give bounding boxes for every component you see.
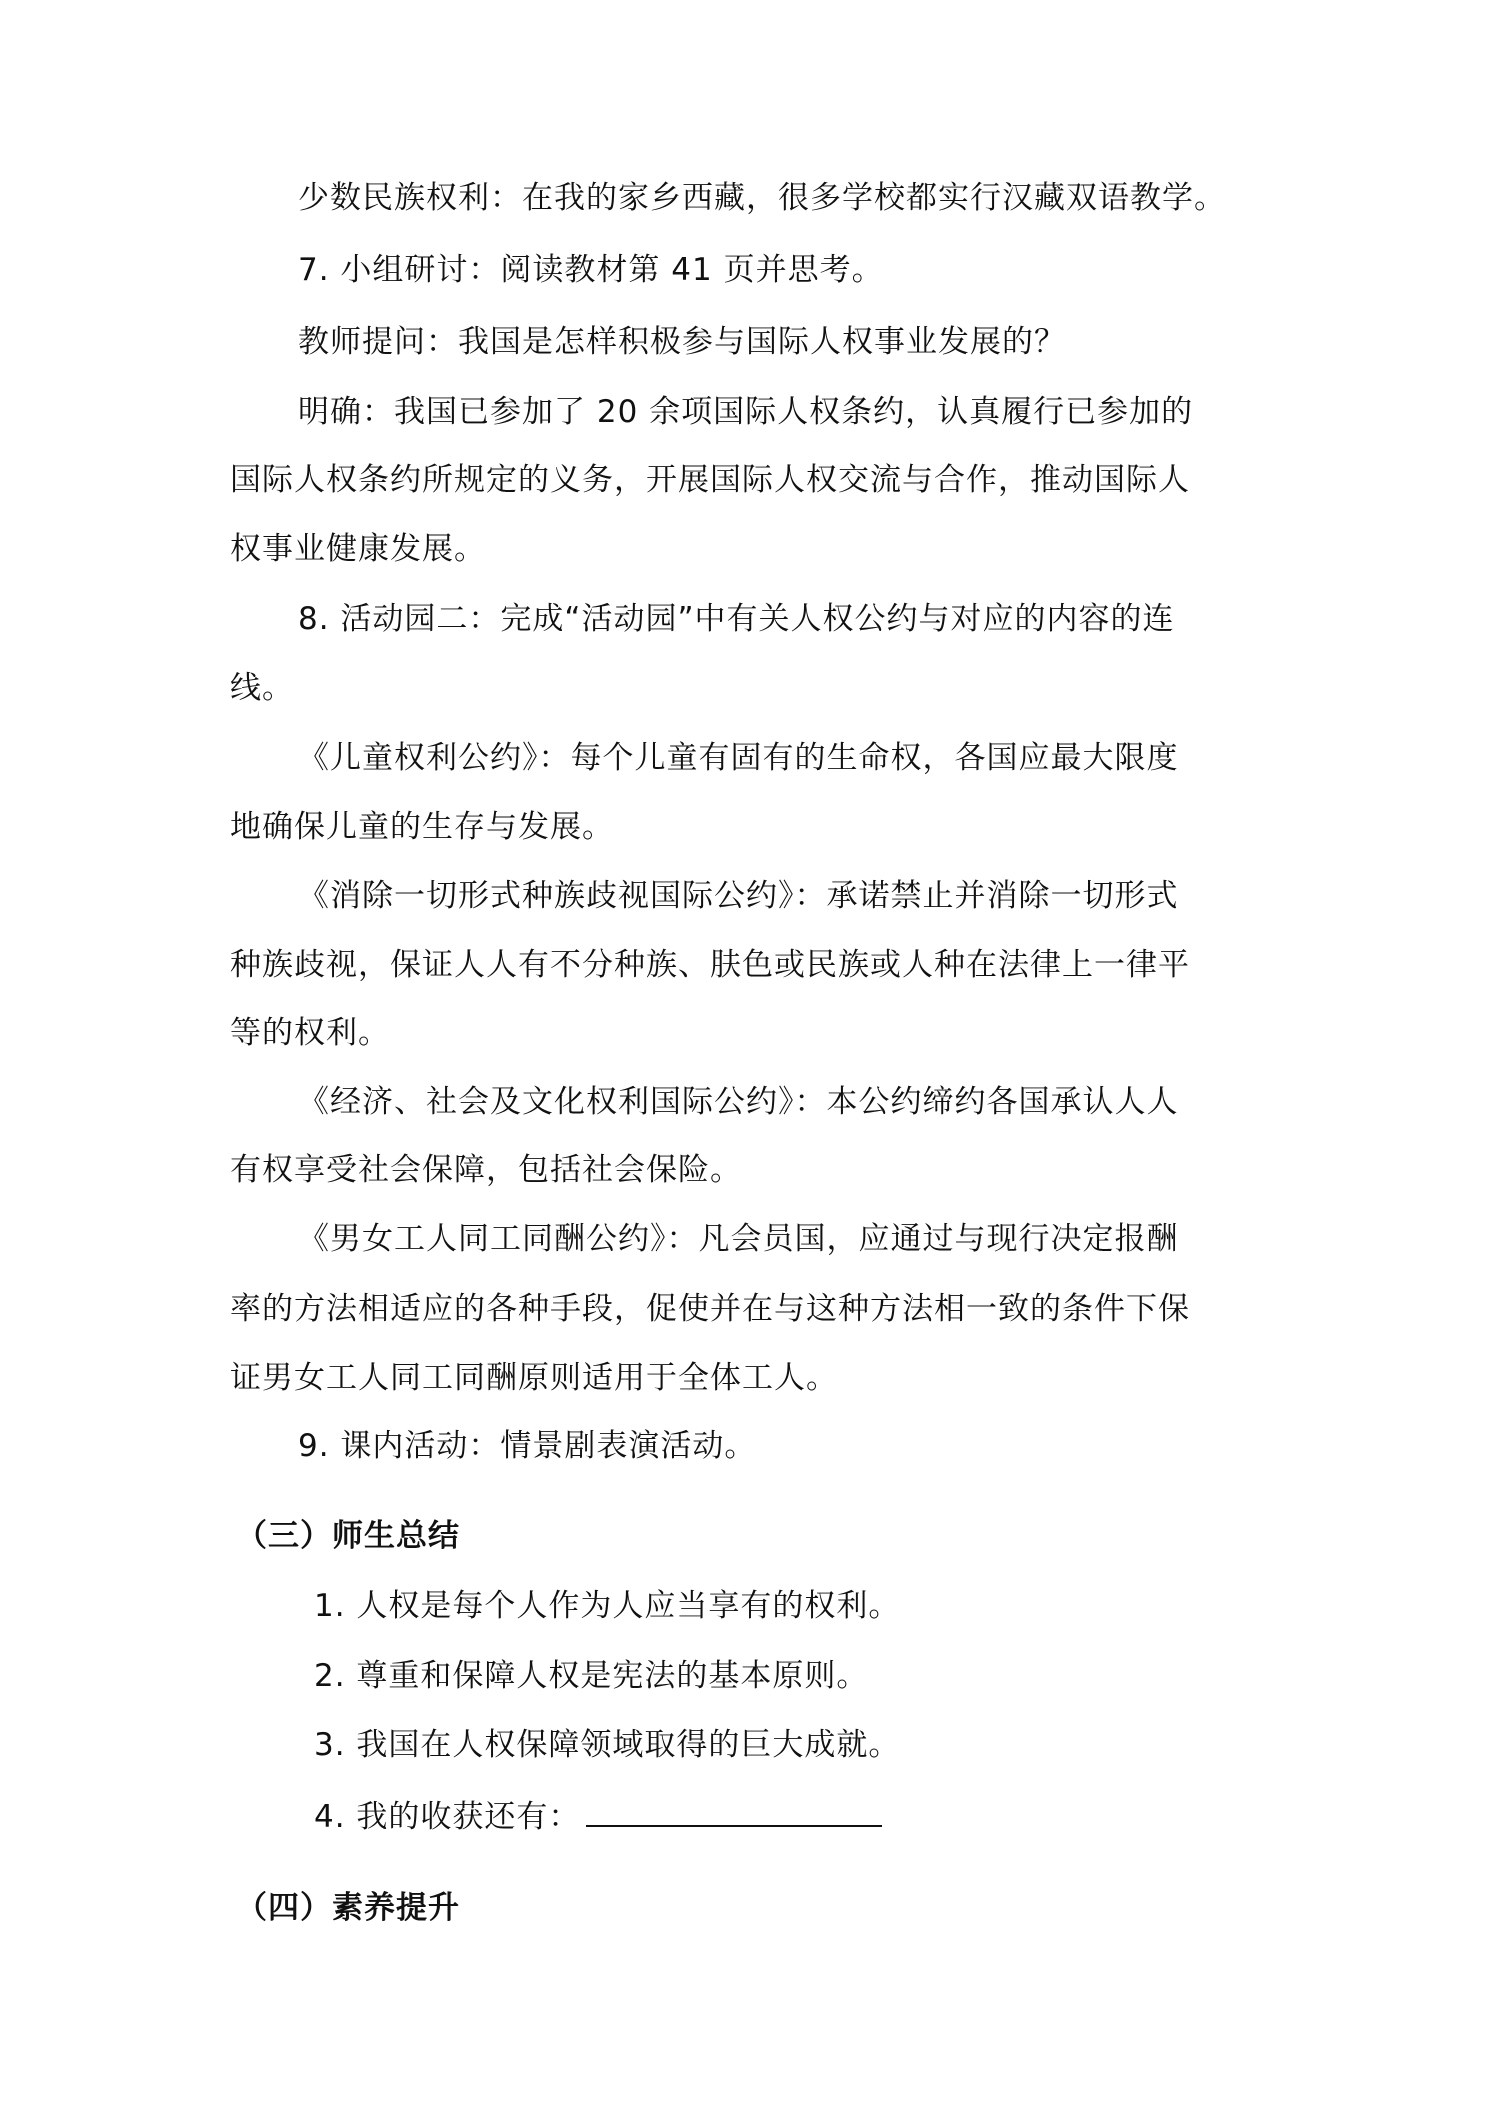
paragraph-line: 《男女工人同工同酬公约》：凡会员国，应通过与现行决定报酬 [298,1221,1179,1257]
section-heading: （四）素养提升 [236,1890,460,1926]
paragraph-line: 《消除一切形式种族歧视国际公约》：承诺禁止并消除一切形式 [298,878,1179,914]
paragraph-line: 少数民族权利：在我的家乡西藏，很多学校都实行汉藏双语教学。 [298,180,1226,216]
paragraph-line: 地确保儿童的生存与发展。 [230,809,614,845]
paragraph-line: 种族歧视，保证人人有不分种族、肤色或民族或人种在法律上一律平 [230,947,1190,983]
paragraph-line: 《儿童权利公约》：每个儿童有固有的生命权，各国应最大限度 [298,740,1179,776]
paragraph-line: 教师提问：我国是怎样积极参与国际人权事业发展的？ [298,324,1066,360]
section-heading: （三）师生总结 [236,1518,460,1554]
paragraph-line: 证男女工人同工同酬原则适用于全体工人。 [230,1360,838,1396]
answer-blank-line [586,1795,882,1827]
paragraph-line: 有权享受社会保障，包括社会保险。 [230,1152,742,1188]
paragraph-line: 国际人权条约所规定的义务，开展国际人权交流与合作，推动国际人 [230,462,1190,498]
paragraph-line: 8. 活动园二：完成“活动园”中有关人权公约与对应的内容的连 [298,601,1175,637]
summary-item: 2. 尊重和保障人权是宪法的基本原则。 [314,1658,869,1694]
summary-item-label: 4. 我的收获还有： [314,1799,581,1835]
paragraph-line: 权事业健康发展。 [230,531,486,567]
summary-item: 3. 我国在人权保障领域取得的巨大成就。 [314,1727,901,1763]
summary-item-with-blank [314,1795,1354,1837]
paragraph-line: 7. 小组研讨：阅读教材第 41 页并思考。 [298,252,884,288]
paragraph-line: 9. 课内活动：情景剧表演活动。 [298,1428,757,1464]
paragraph-line: 率的方法相适应的各种手段，促使并在与这种方法相一致的条件下保 [230,1291,1190,1327]
paragraph-line: 等的权利。 [230,1015,390,1051]
summary-item: 1. 人权是每个人作为人应当享有的权利。 [314,1588,901,1624]
paragraph-line: 《经济、社会及文化权利国际公约》：本公约缔约各国承认人人 [298,1084,1179,1120]
paragraph-line: 明确：我国已参加了 20 余项国际人权条约，认真履行已参加的 [298,394,1194,430]
paragraph-line: 线。 [230,670,294,706]
